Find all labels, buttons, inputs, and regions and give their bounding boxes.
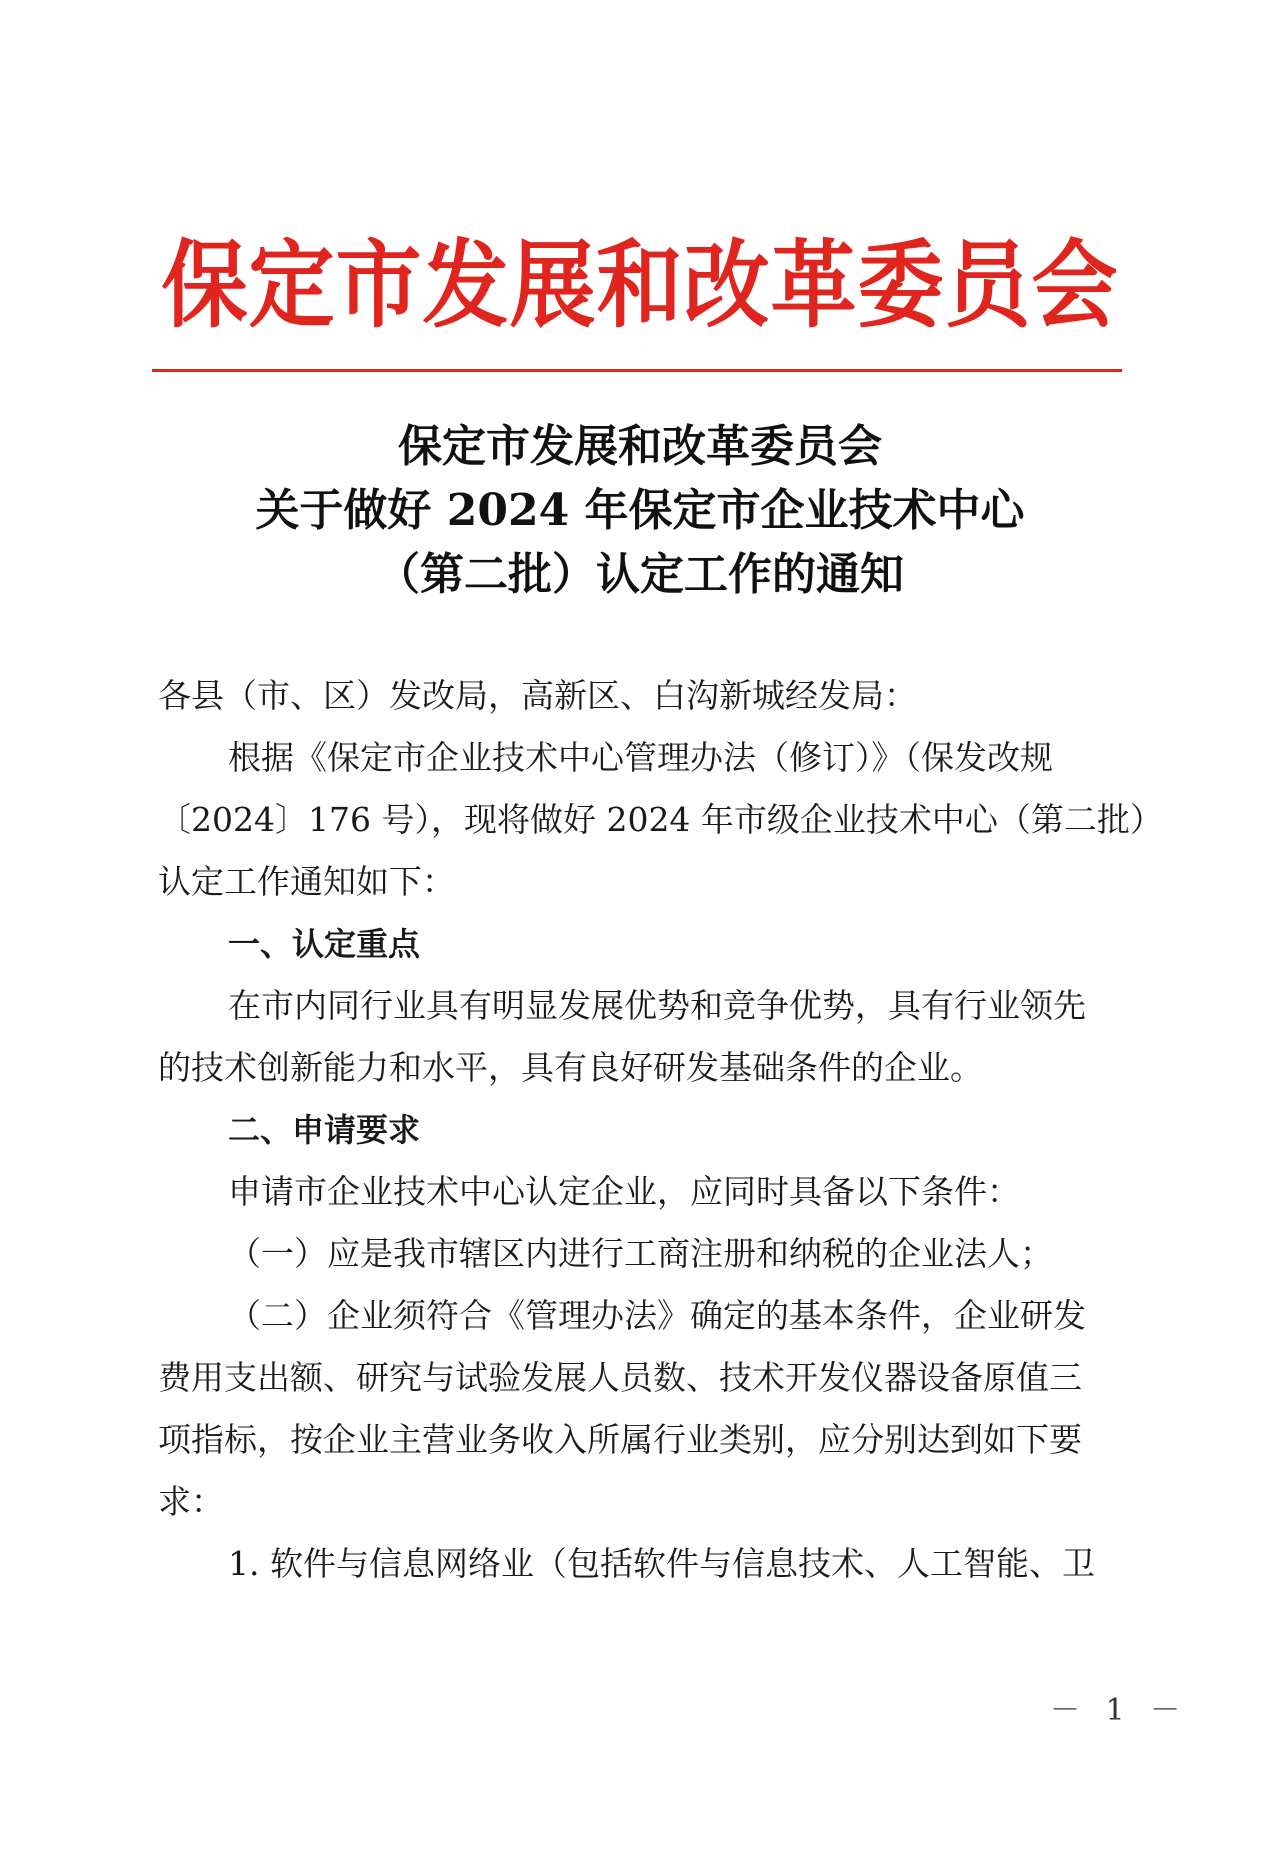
title-line-3: （第二批）认定工作的通知 — [376, 549, 904, 600]
section-2-item-2-line-3: 项指标，按企业主营业务收入所属行业类别，应分别达到如下要 — [158, 1420, 1082, 1459]
intro-line-3: 认定工作通知如下： — [158, 862, 455, 901]
section-1-line-2: 的技术创新能力和水平，具有良好研发基础条件的企业。 — [158, 1048, 983, 1087]
intro-line-1: 根据《保定市企业技术中心管理办法（修订）》（保发改规 — [228, 738, 1053, 777]
title-line-1: 保定市发展和改革委员会 — [398, 421, 882, 472]
section-2-lead: 申请市企业技术中心认定企业，应同时具备以下条件： — [228, 1172, 1020, 1211]
section-1-heading: 一、认定重点 — [228, 925, 421, 963]
salutation: 各县（市、区）发改局，高新区、白沟新城经发局： — [158, 676, 917, 715]
page-number: － 1 － — [1050, 1693, 1189, 1728]
section-2-item-2-line-1: （二）企业须符合《管理办法》确定的基本条件，企业研发 — [228, 1296, 1086, 1335]
title-line-2: 关于做好 2024 年保定市企业技术中心 — [255, 485, 1025, 536]
letterhead-title: 保定市发展和改革委员会 — [161, 229, 1119, 341]
intro-line-2: 〔2024〕176 号），现将做好 2024 年市级企业技术中心（第二批） — [158, 800, 1163, 839]
section-2-item-2-line-4: 求： — [158, 1482, 224, 1521]
section-2-item-1: （一）应是我市辖区内进行工商注册和纳税的企业法人； — [228, 1234, 1053, 1273]
section-2-item-2-line-2: 费用支出额、研究与试验发展人员数、技术开发仪器设备原值三 — [158, 1358, 1082, 1397]
section-1-line-1: 在市内同行业具有明显发展优势和竞争优势，具有行业领先 — [228, 986, 1086, 1025]
section-2-sub-item-1: 1. 软件与信息网络业（包括软件与信息技术、人工智能、卫 — [228, 1544, 1095, 1583]
letterhead-red-rule — [152, 369, 1122, 372]
document-body — [158, 665, 1163, 1595]
document-title — [0, 415, 1280, 607]
section-2-heading: 二、申请要求 — [228, 1111, 421, 1149]
